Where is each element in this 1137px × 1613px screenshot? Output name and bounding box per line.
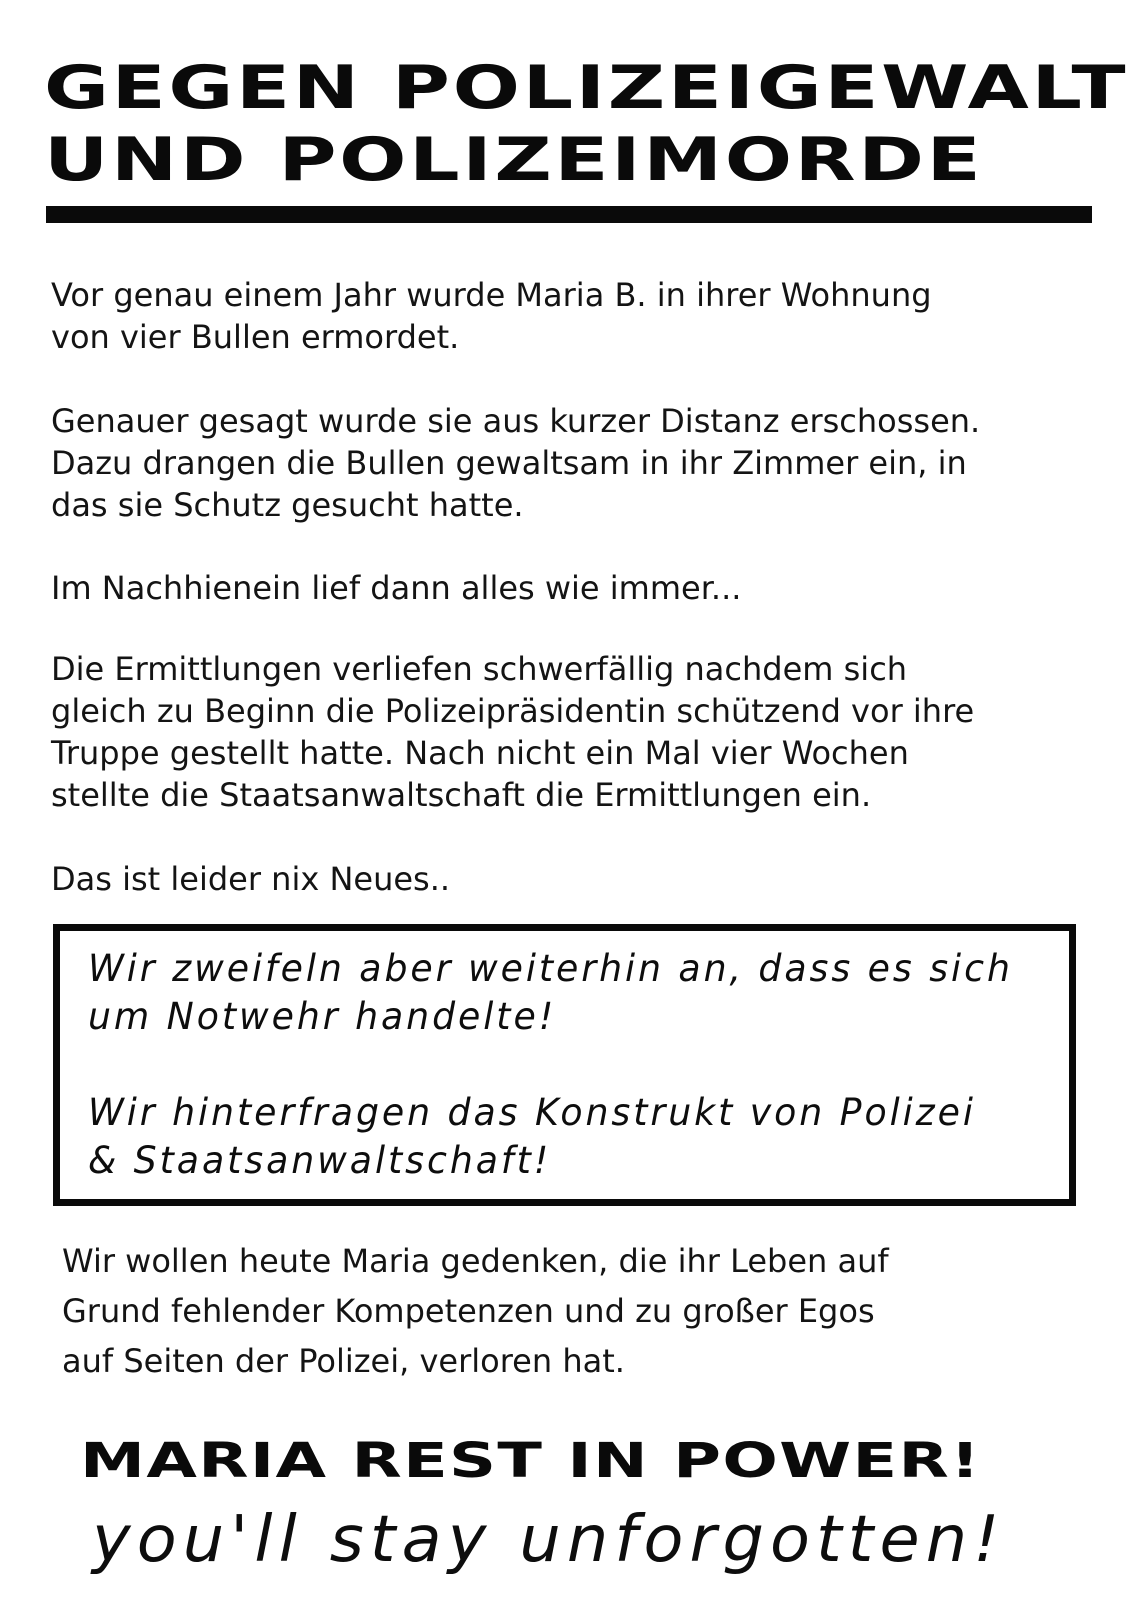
handwritten-unforgotten: you'll stay unforgotten! xyxy=(92,1503,1006,1577)
paragraph-commemoration: Wir wollen heute Maria gedenken, die ihr Leben auf Grund fehlender Kompetenzen und zu großer Egos auf Seiten der Polizei, verloren hat. xyxy=(62,1242,889,1380)
title-line-1: GEGEN POLIZEIGEWALT xyxy=(44,53,1129,123)
title-line-2: UND POLIZEIMORDE xyxy=(44,125,984,195)
paragraph-aftermath: Im Nachhienein lief dann alles wie immer... xyxy=(51,569,742,607)
paragraph-details: Genauer gesagt wurde sie aus kurzer Distanz erschossen. Dazu drangen die Bullen gewaltsam in ihr Zimmer ein, in das sie Schutz gesucht hatte. xyxy=(51,402,981,524)
statement-questioning: Wir hinterfragen das Konstrukt von Polizei & Staatsanwaltschaft! xyxy=(88,1091,976,1182)
statement-box xyxy=(53,924,1076,1206)
slogan-rest-in-power: MARIA REST IN POWER! xyxy=(80,1433,982,1489)
page-title xyxy=(44,52,1137,196)
paragraph-nothing-new: Das ist leider nix Neues.. xyxy=(51,860,451,898)
statement-self-defense: Wir zweifeln aber weiterhin an, dass es sich um Notwehr handelte! xyxy=(88,947,1013,1038)
paragraph-investigation: Die Ermittlungen verliefen schwerfällig nachdem sich gleich zu Beginn die Polizeipräsidentin schützend vor ihre Truppe gestellt hatte. Nach nicht ein Mal vier Wochen stellte die Staatsanwaltschaft die Ermittlungen ein. xyxy=(51,650,975,814)
title-divider xyxy=(46,206,1092,223)
paragraph-intro: Vor genau einem Jahr wurde Maria B. in ihrer Wohnung von vier Bullen ermordet. xyxy=(51,276,932,356)
